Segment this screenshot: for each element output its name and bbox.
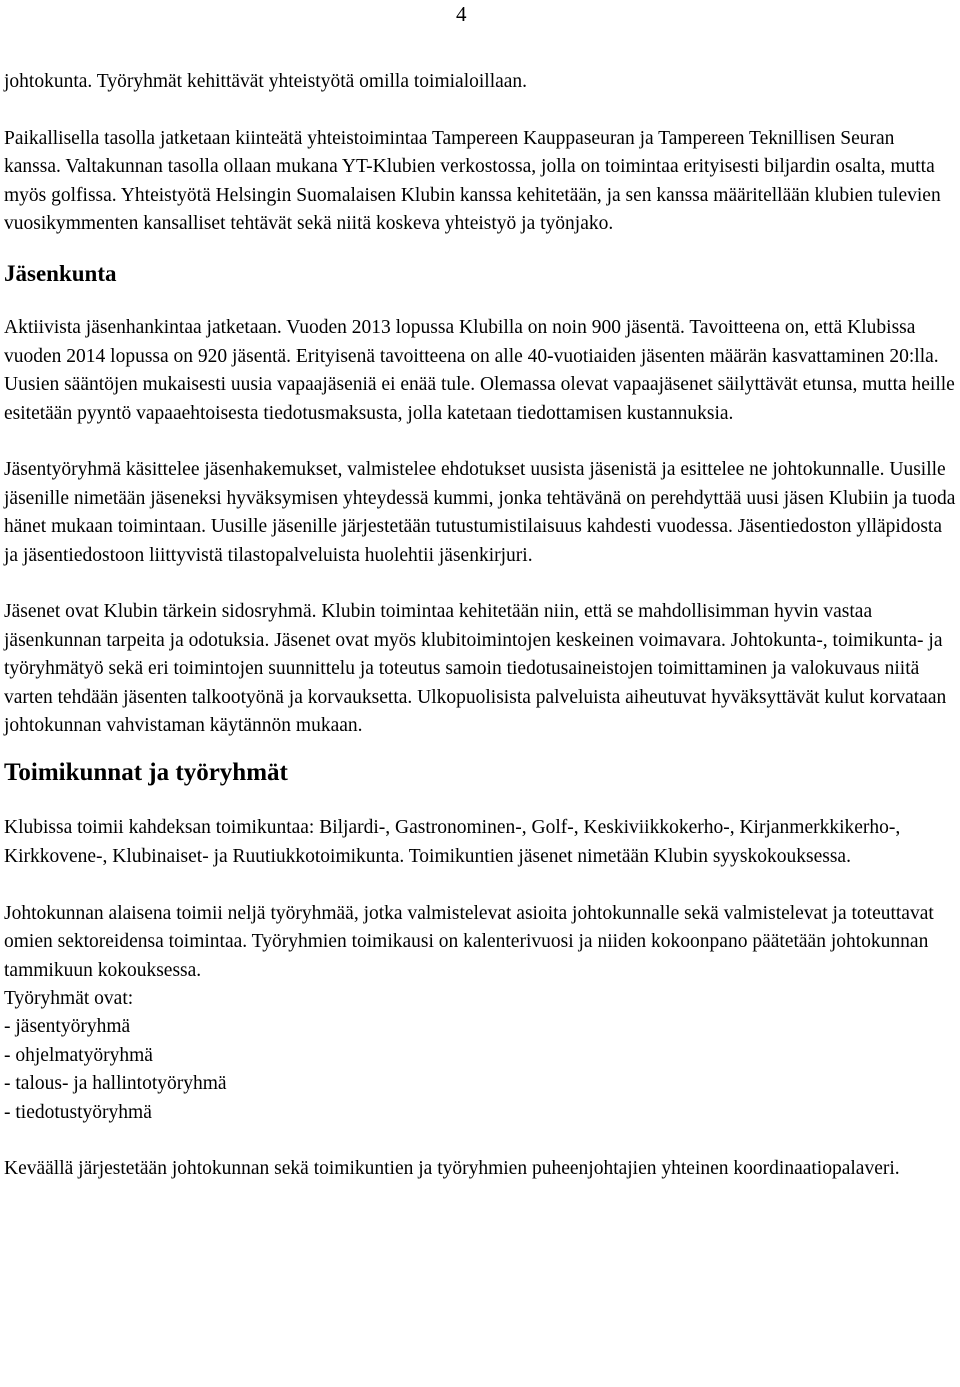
paragraph-cooperation: Paikallisella tasolla jatketaan kiinteätä yhteistoimintaa Tampereen Kauppaseuran ja Tampereen Teknillisen Seuran kanssa. Valtakunnan tasolla ollaan mukana YT-Klubien verkostossa, jolla on toimintaa erityisesti biljardin osalta, mutta myös golfissa. Yhteistyötä Helsingin Suomalaisen Klubin kanssa kehitetään, ja sen kanssa määritellään klubien tulevien vuosikymmenten kansalliset tehtävät sekä niitä koskeva yhteistyö ja työnjako. xyxy=(4,127,941,235)
paragraph-coordination-meeting: Keväällä järjestetään johtokunnan sekä toimikuntien ja työryhmien puheenjohtajien yhteinen koordinaatiopalaveri. xyxy=(4,1158,900,1180)
paragraph-committees: Klubissa toimii kahdeksan toimikuntaa: Biljardi-, Gastronominen-, Golf-, Keskiviikkokerho-, Kirjanmerkkikerho-, Kirkkovene-, Klubinaiset- ja Ruutiukkotoimikunta. Toimikuntien jäsenet nimetään Klubin syyskokouksessa. xyxy=(4,817,901,867)
document-body xyxy=(4,68,956,1184)
paragraph-working-groups: Johtokunnan alaisena toimii neljä työryhmää, jotka valmistelevat asioita johtokunnalle sekä valmistelevat ja toteuttavat omien sektoreidensa toimintaa. Työryhmien toimikausi on kalenterivuosi ja niiden kokoonpano päätetään johtokunnan tammikuun kokouksessa. xyxy=(4,902,934,981)
paragraph-members-stakeholders: Jäsenet ovat Klubin tärkein sidosryhmä. Klubin toimintaa kehitetään niin, että se mahdollisimman hyvin vastaa jäsenkunnan tarpeita ja odotuksia. Jäsenet ovat myös klubitoimintojen keskeinen voimavara. Johtokunta-, toimikunta- ja työryhmätyö sekä eri toimintojen suunnittelu ja toteutus samoin tiedotusaineistojen toimittaminen ja valokuvaus niitä varten tehdään jäsenten talkootyönä ja korvauksetta. Ulkopuolisista palveluista aiheutuvat hyväksyttävät kulut korvataan johtokunnan vahvistaman käytännön mukaan. xyxy=(4,601,947,737)
page-number: 4 xyxy=(456,2,467,26)
section-heading-jasenkunta: Jäsenkunta xyxy=(4,261,117,287)
paragraph-membership-group: Jäsentyöryhmä käsittelee jäsenhakemukset, valmistelee ehdotukset uusista jäsenistä ja esittelee ne johtokunnalle. Uusille jäsenille nimetään jäseneksi hyväksymisen yhteydessä kummi, jonka tehtävänä on perehdyttää uusi jäsen Klubiin ja tuoda hänet mukaan toimintaan. Uusille jäsenille järjestetään tutustumistilaisuus kahdesti vuodessa. Jäsentiedoston ylläpidosta ja jäsentiedostoon liittyvistä tilastopalveluista huolehtii jäsenkirjuri. xyxy=(4,459,956,566)
list-item: - ohjelmatyöryhmä xyxy=(4,1044,153,1066)
paragraph-membership-goals: Aktiivista jäsenhankintaa jatketaan. Vuoden 2013 lopussa Klubilla on noin 900 jäsentä. Tavoitteena on, että Klubissa vuoden 2014 lopussa on 920 jäsentä. Erityisenä tavoitteena on alle 40-vuotiaiden jäsenten määrän kasvattaminen 20:lla. Uusien sääntöjen mukaisesti uusia vapaajäseniä ei enää tule. Olemassa olevat vapaajäsenet säilyttävät etunsa, mutta heille esitetään pyyntö vapaaehtoisesta tiedotusmaksusta, jolla katetaan tiedottamisen kustannuksia. xyxy=(4,317,955,424)
list-item: - tiedotustyöryhmä xyxy=(4,1101,152,1123)
list-item: - jäsentyöryhmä xyxy=(4,1016,131,1038)
working-groups-list xyxy=(4,1013,956,1127)
working-groups-list-intro: Työryhmät ovat: xyxy=(4,987,134,1009)
paragraph-intro: johtokunta. Työryhmät kehittävät yhteistyötä omilla toimialoillaan. xyxy=(4,71,528,92)
list-item: - talous- ja hallintotyöryhmä xyxy=(4,1073,227,1095)
section-heading-toimikunnat: Toimikunnat ja työryhmät xyxy=(4,759,288,787)
